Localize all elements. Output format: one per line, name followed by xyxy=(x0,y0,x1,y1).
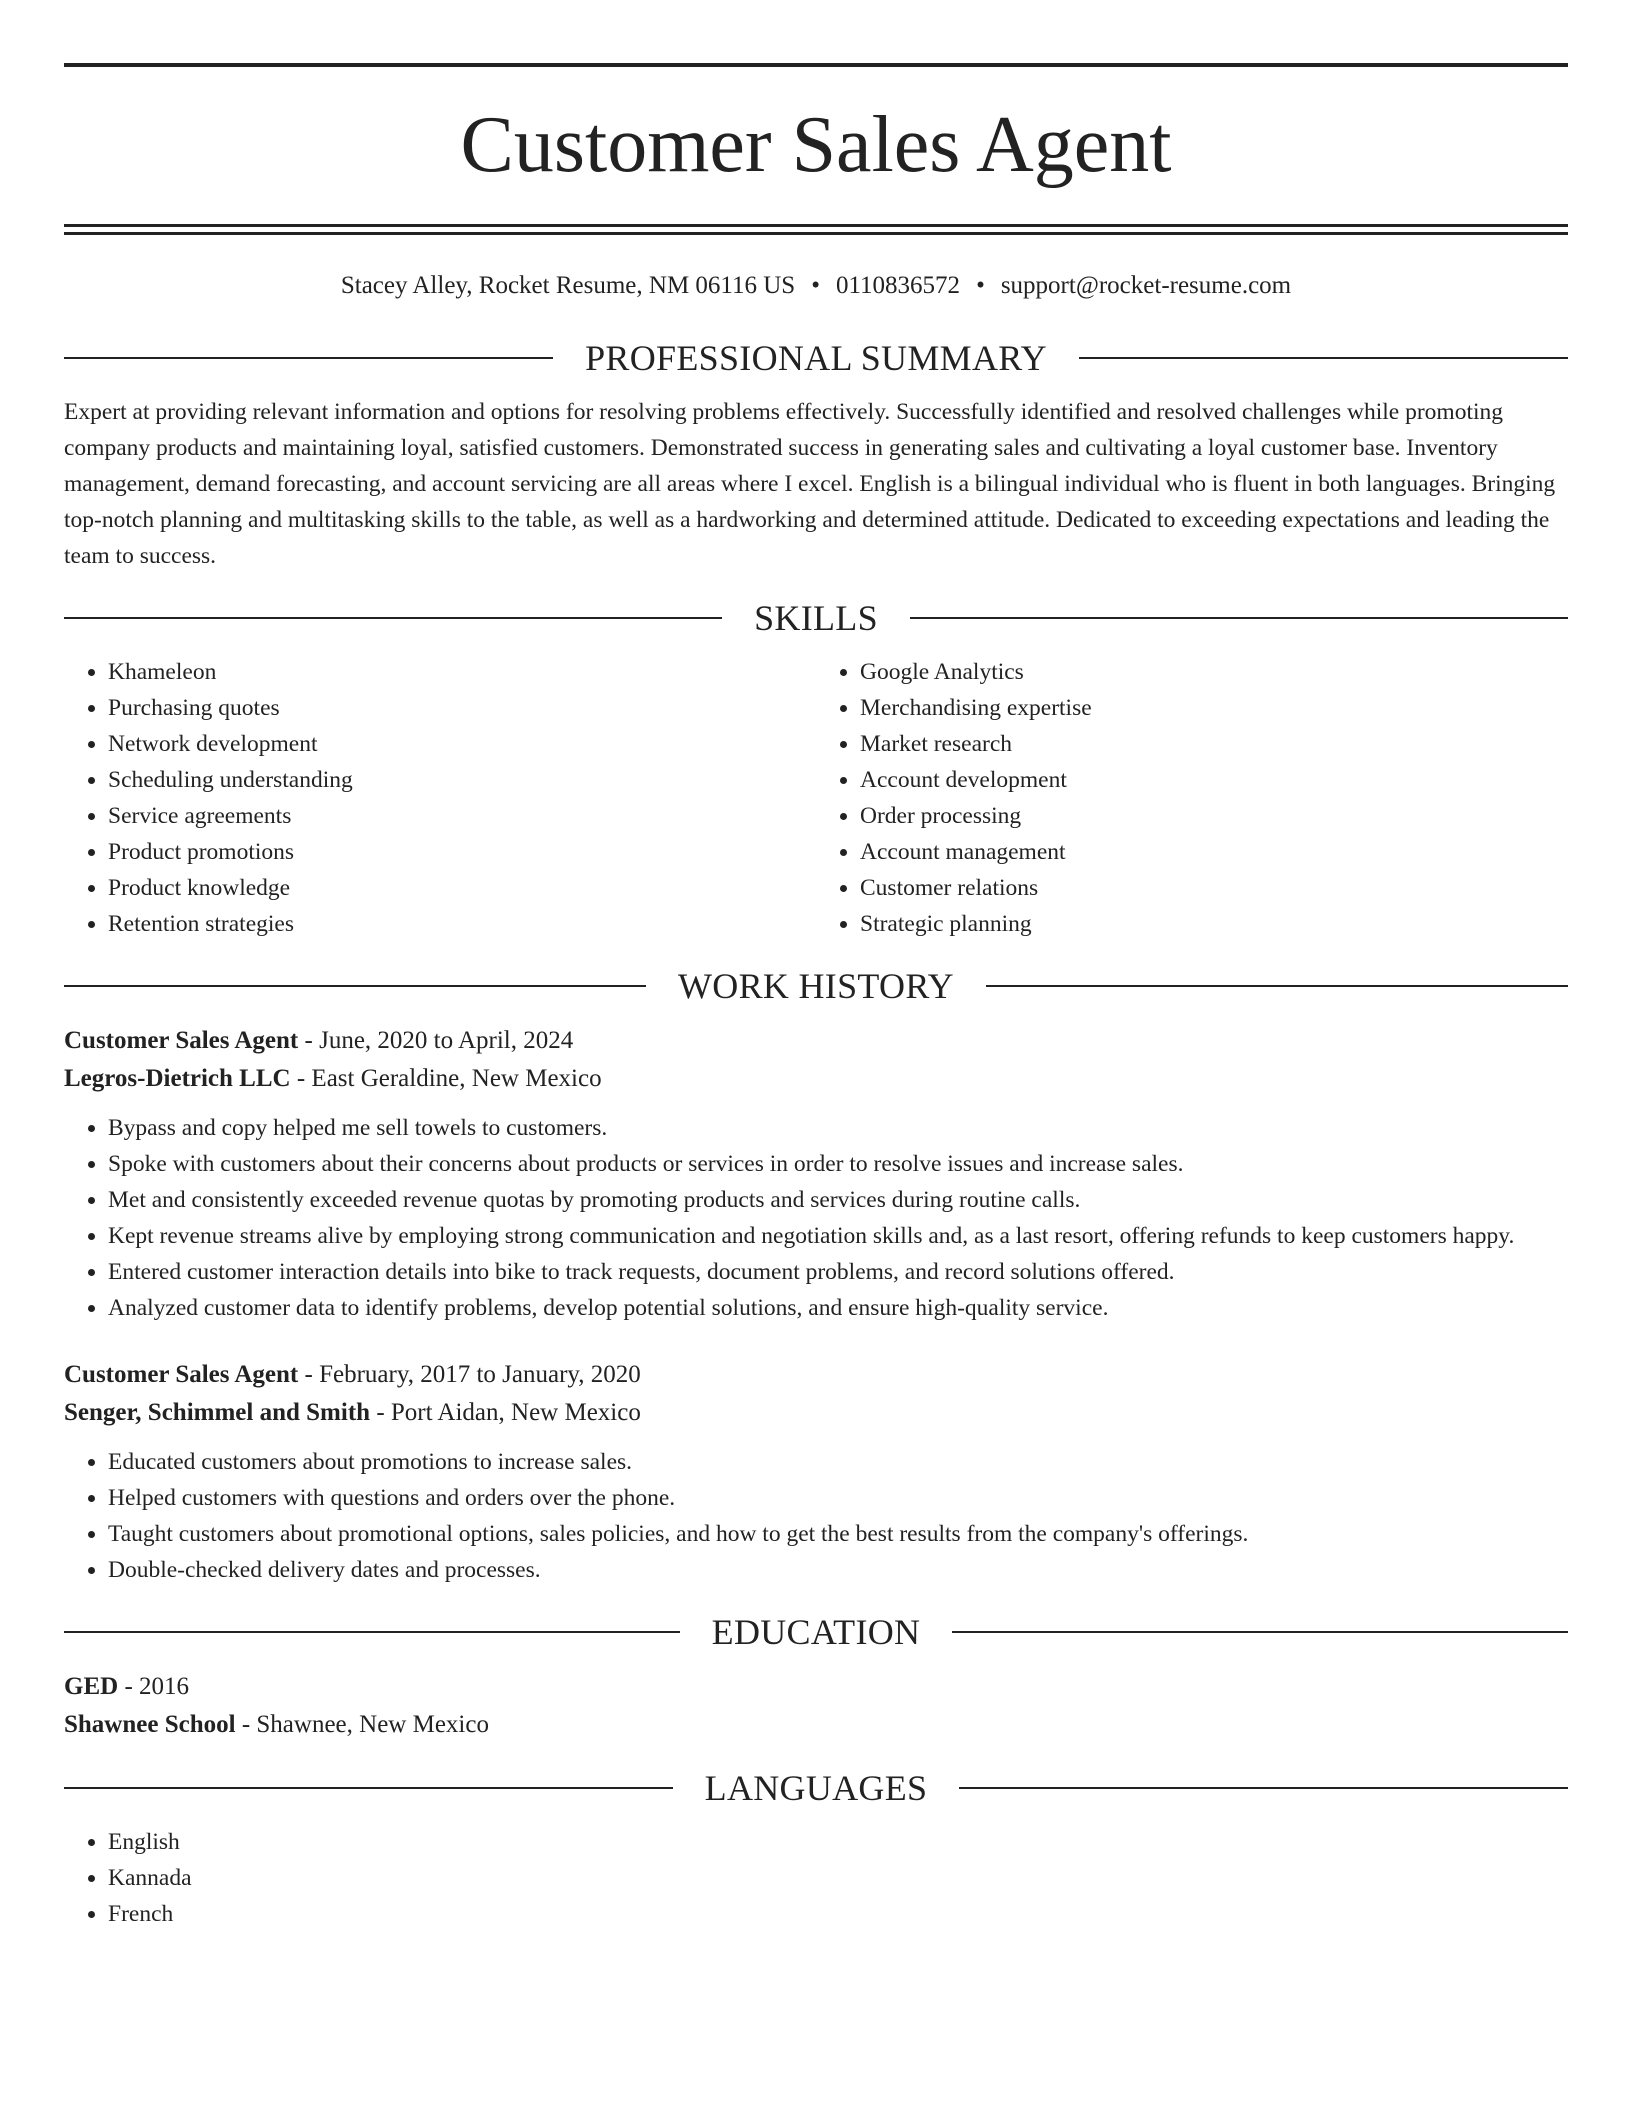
job-bullet: • Helped customers with questions and orders over the phone. xyxy=(108,1480,1568,1516)
job-bullet: • Double-checked delivery dates and processes. xyxy=(108,1552,1568,1588)
top-rule xyxy=(64,63,1568,67)
job-bullet: • Analyzed customer data to identify problems, develop potential solutions, and ensure high-quality service. xyxy=(108,1290,1568,1326)
skill-item: • Merchandising expertise xyxy=(860,690,1568,726)
job-entry xyxy=(64,1356,1568,1588)
divider-line xyxy=(64,357,553,359)
contact-email: support@rocket-resume.com xyxy=(1000,272,1292,299)
job-role: Customer Sales Agent xyxy=(64,1027,299,1054)
divider-line xyxy=(910,617,1568,619)
languages-block xyxy=(64,1824,1568,1932)
job-location: - Port Aidan, New Mexico xyxy=(370,1399,641,1426)
section-heading-summary xyxy=(64,336,1568,380)
divider-line xyxy=(952,1631,1568,1633)
job-role: Customer Sales Agent xyxy=(64,1361,299,1388)
skill-item: • Product promotions xyxy=(108,834,816,870)
job-location: - East Geraldine, New Mexico xyxy=(290,1065,602,1092)
skill-item: • Scheduling understanding xyxy=(108,762,816,798)
contact-line xyxy=(64,269,1568,303)
skill-item: • Service agreements xyxy=(108,798,816,834)
job-dates: - February, 2017 to January, 2020 xyxy=(298,1361,641,1388)
job-company-line xyxy=(64,1060,1568,1098)
language-item: • Kannada xyxy=(108,1860,1568,1896)
contact-separator: • xyxy=(976,272,985,299)
job-bullet: • Taught customers about promotional options, sales policies, and how to get the best results from the company's offerings. xyxy=(108,1516,1568,1552)
education-location: - Shawnee, New Mexico xyxy=(235,1711,489,1738)
contact-address: Stacey Alley, Rocket Resume, NM 06116 US xyxy=(340,272,796,299)
section-heading-education xyxy=(64,1610,1568,1654)
job-company-line xyxy=(64,1394,1568,1432)
divider-line xyxy=(64,1631,680,1633)
divider-line xyxy=(959,1787,1568,1789)
skill-item: • Khameleon xyxy=(108,654,816,690)
work-history xyxy=(64,1022,1568,1588)
job-company: Senger, Schimmel and Smith xyxy=(64,1399,371,1426)
section-heading-work xyxy=(64,964,1568,1008)
education-entry xyxy=(64,1668,1568,1744)
divider-line xyxy=(1079,357,1568,359)
skills-list-left xyxy=(64,654,816,942)
section-title-languages: LANGUAGES xyxy=(704,1768,928,1808)
skill-item: • Retention strategies xyxy=(108,906,816,942)
job-bullets xyxy=(64,1110,1568,1326)
contact-separator: • xyxy=(811,272,820,299)
job-title-line xyxy=(64,1022,1568,1060)
summary-text: Expert at providing relevant information and options for resolving problems effectively. Successfully identified and resolved challenges while promoting company products and maintaining loyal, satisfied customers. Demonstrated success in generating sales and cultivating a loyal customer base. Inventory management, demand forecasting, and account servicing are all areas where I excel. English is a bilingual individual who is fluent in both languages. Bringing top-notch planning and multitasking skills to the table, as well as a hardworking and determined attitude. Dedicated to exceeding expectations and leading the team to success. xyxy=(64,399,1556,569)
job-company: Legros-Dietrich LLC xyxy=(64,1065,291,1092)
education-year: - 2016 xyxy=(118,1673,190,1700)
job-bullet: • Met and consistently exceeded revenue quotas by promoting products and services during routine calls. xyxy=(108,1182,1568,1218)
job-bullet: • Educated customers about promotions to increase sales. xyxy=(108,1444,1568,1480)
skills-list-right xyxy=(816,654,1568,942)
job-dates: - June, 2020 to April, 2024 xyxy=(298,1027,574,1054)
section-heading-languages xyxy=(64,1766,1568,1810)
section-title-work: WORK HISTORY xyxy=(678,966,954,1006)
skill-item: • Order processing xyxy=(860,798,1568,834)
section-title-education: EDUCATION xyxy=(711,1612,921,1652)
skill-item: • Customer relations xyxy=(860,870,1568,906)
contact-phone: 0110836572 xyxy=(835,272,961,299)
skill-item: • Network development xyxy=(108,726,816,762)
skill-item: • Account development xyxy=(860,762,1568,798)
divider-line xyxy=(986,985,1568,987)
languages-list xyxy=(64,1824,1568,1932)
skill-item: • Market research xyxy=(860,726,1568,762)
language-item: • English xyxy=(108,1824,1568,1860)
job-bullet: • Spoke with customers about their concerns about products or services in order to resolve issues and increase sales. xyxy=(108,1146,1568,1182)
job-bullets xyxy=(64,1444,1568,1588)
skills-columns xyxy=(64,654,1568,942)
skill-item: • Account management xyxy=(860,834,1568,870)
job-bullet: • Kept revenue streams alive by employing strong communication and negotiation skills and, as a last resort, offering refunds to keep customers happy. xyxy=(108,1218,1568,1254)
skill-item: • Purchasing quotes xyxy=(108,690,816,726)
section-title-skills: SKILLS xyxy=(754,598,878,638)
skill-item: • Strategic planning xyxy=(860,906,1568,942)
education-school: Shawnee School xyxy=(64,1711,236,1738)
skill-item: • Google Analytics xyxy=(860,654,1568,690)
job-bullet: • Entered customer interaction details into bike to track requests, document problems, and record solutions offered. xyxy=(108,1254,1568,1290)
section-heading-skills xyxy=(64,596,1568,640)
language-item: • French xyxy=(108,1896,1568,1932)
divider-line xyxy=(64,1787,673,1789)
job-entry xyxy=(64,1022,1568,1326)
resume-title: Customer Sales Agent xyxy=(460,101,1172,189)
section-title-summary: PROFESSIONAL SUMMARY xyxy=(585,338,1047,378)
job-bullet: • Bypass and copy helped me sell towels to customers. xyxy=(108,1110,1568,1146)
title-double-rule xyxy=(64,224,1568,235)
job-title-line xyxy=(64,1356,1568,1394)
divider-line xyxy=(64,985,646,987)
education-school-line xyxy=(64,1706,1568,1744)
education-degree: GED xyxy=(64,1673,119,1700)
skill-item: • Product knowledge xyxy=(108,870,816,906)
education-degree-line xyxy=(64,1668,1568,1706)
divider-line xyxy=(64,617,722,619)
